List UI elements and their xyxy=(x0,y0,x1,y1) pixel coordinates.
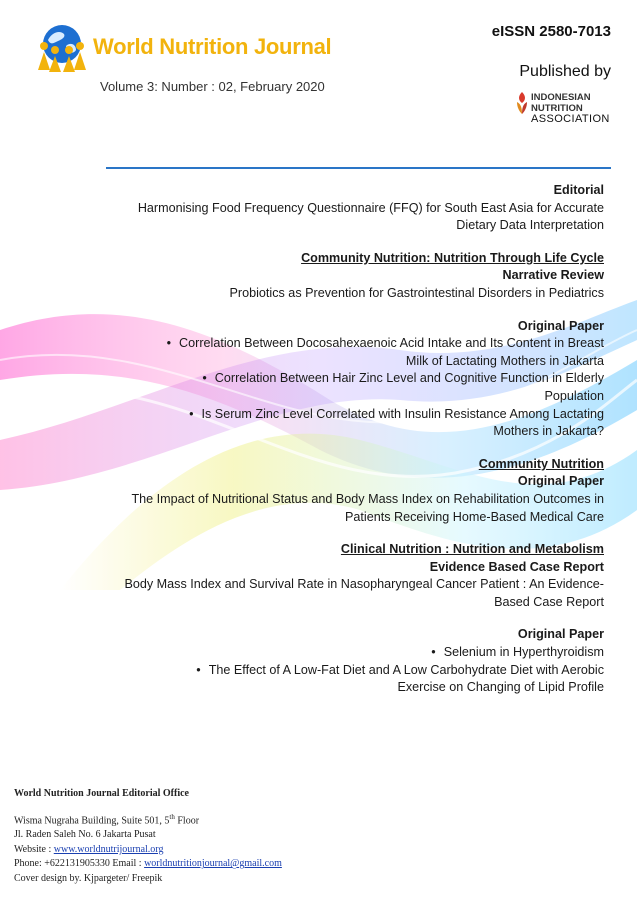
article-title: • Is Serum Zinc Level Correlated with Insulin Resistance Among Lactating xyxy=(189,406,604,421)
article-title: Dietary Data Interpretation xyxy=(456,218,604,233)
section-heading-community-life-cycle: Community Nutrition: Nutrition Through Life Cycle xyxy=(301,250,604,265)
editorial-office-block xyxy=(14,787,414,886)
eissn: eISSN 2580-7013 xyxy=(491,23,611,40)
association-logo xyxy=(516,90,616,130)
article-title: Patients Receiving Home-Based Medical Care xyxy=(345,509,604,524)
office-address-line1: Wisma Nugraha Building, Suite 501, 5th Floor xyxy=(14,812,200,826)
article-title: • Correlation Between Docosahexaenoic Acid Intake and Its Content in Breast xyxy=(166,336,604,351)
globe-people-logo-icon xyxy=(36,22,88,72)
article-title: • Selenium in Hyperthyroidism xyxy=(431,645,604,660)
article-type-heading: Original Paper xyxy=(517,474,604,489)
cover-credit: Cover design by. Kjpargeter/ Freepik xyxy=(14,872,163,884)
article-type-heading: Evidence Based Case Report xyxy=(429,559,604,574)
article-title: • Correlation Between Hair Zinc Level and Cognitive Function in Elderly xyxy=(202,371,604,386)
article-title: Probiotics as Prevention for Gastrointestinal Disorders in Pediatrics xyxy=(229,285,604,300)
website-link[interactable]: www.worldnutrijournal.org xyxy=(53,843,164,855)
bullet-icon: • xyxy=(196,662,201,677)
office-website-line: Website : www.worldnutrijournal.org xyxy=(14,843,164,855)
office-contact-line: Phone: +622131905330 Email : worldnutritionjournal@gmail.com xyxy=(14,858,282,870)
office-address-line2: Jl. Raden Saleh No. 6 Jakarta Pusat xyxy=(14,829,156,841)
section-heading-original-paper: Original Paper xyxy=(517,318,604,333)
bullet-icon: • xyxy=(202,371,207,386)
section-heading-original-paper: Original Paper xyxy=(517,627,604,642)
article-title: Milk of Lactating Mothers in Jakarta xyxy=(405,353,604,368)
article-title: Harmonising Food Frequency Questionnaire (FFQ) for South East Asia for Accurate xyxy=(137,200,604,215)
association-name-line2: NUTRITION xyxy=(531,103,583,114)
section-heading-clinical-nutrition: Clinical Nutrition : Nutrition and Metabolism xyxy=(340,542,604,557)
volume-info: Volume 3: Number : 02, February 2020 xyxy=(100,79,325,94)
association-mark-icon xyxy=(516,92,528,114)
article-title: Based Case Report xyxy=(494,594,604,609)
section-heading-community-nutrition: Community Nutrition xyxy=(478,456,604,471)
article-title: The Impact of Nutritional Status and Body Mass Index on Rehabilitation Outcomes in xyxy=(131,491,604,506)
office-title: World Nutrition Journal Editorial Office xyxy=(14,788,189,799)
association-name-line3: ASSOCIATION xyxy=(531,113,610,125)
article-title: Exercise on Changing of Lipid Profile xyxy=(397,680,604,695)
article-title: Mothers in Jakarta? xyxy=(493,424,604,439)
published-by: Published by xyxy=(519,63,611,80)
article-title: • The Effect of A Low-Fat Diet and A Low Carbohydrate Diet with Aerobic xyxy=(196,662,604,677)
section-heading-editorial: Editorial xyxy=(553,183,604,197)
association-name-line1: INDONESIAN xyxy=(531,92,591,103)
header-divider xyxy=(106,167,611,169)
table-of-contents xyxy=(110,182,604,697)
journal-title: World Nutrition Journal xyxy=(93,34,332,59)
article-title: Body Mass Index and Survival Rate in Nasopharyngeal Cancer Patient : An Evidence- xyxy=(124,577,604,592)
article-type-heading: Narrative Review xyxy=(502,268,604,283)
bullet-icon: • xyxy=(189,406,194,421)
article-title: Population xyxy=(544,388,604,403)
email-link[interactable]: worldnutritionjournal@gmail.com xyxy=(144,858,282,870)
bullet-icon: • xyxy=(166,336,172,351)
bullet-icon: • xyxy=(431,645,436,660)
